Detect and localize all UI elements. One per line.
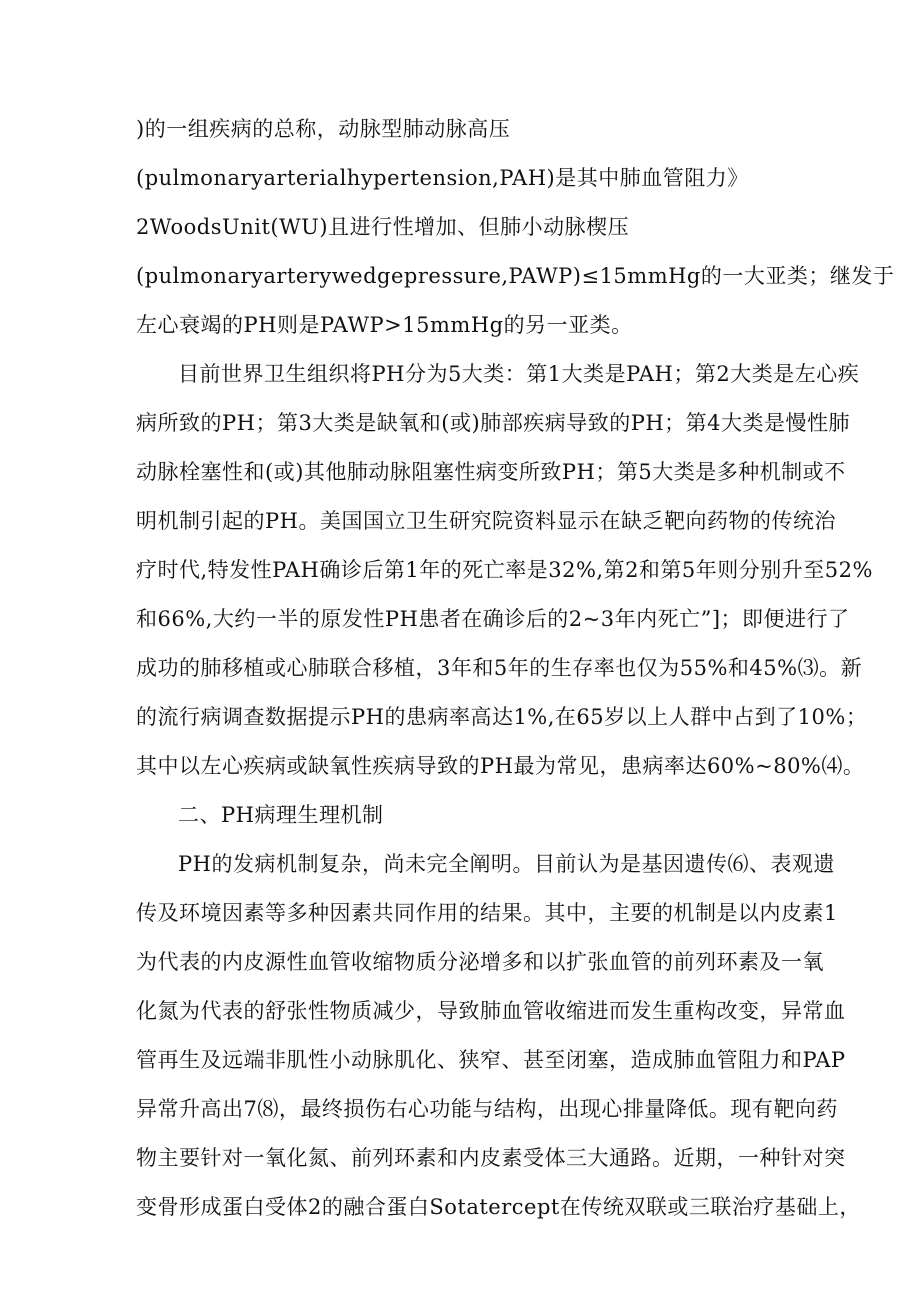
text-line: 化氮为代表的舒张性物质减少，导致肺血管收缩进而发生重构改变，异常血 bbox=[136, 999, 846, 1023]
text-line: 左心衰竭的PH则是PAWP>15mmHg的另一亚类。 bbox=[136, 313, 633, 337]
text-line: 成功的肺移植或心肺联合移植，3年和5年的生存率也仅为55%和45%⑶。新 bbox=[136, 656, 863, 680]
paragraph-first-line: PH的发病机制复杂，尚未完全阐明。目前认为是基因遗传⑹、表观遗 bbox=[178, 852, 835, 876]
text-line: 异常升高出7⑻，最终损伤右心功能与结构，出现心排量降低。现有靶向药 bbox=[136, 1097, 838, 1121]
text-line: 的流行病调查数据提示PH的患病率高达1%,在65岁以上人群中占到了10%； bbox=[136, 705, 868, 729]
text-line: (pulmonaryarterywedgepressure,PAWP)≤15mmHg的一大亚类；继发于 bbox=[136, 264, 895, 288]
text-line: 病所致的PH；第3大类是缺氧和(或)肺部疾病导致的PH；第4大类是慢性肺 bbox=[136, 411, 850, 435]
text-line: 物主要针对一氧化氮、前列环素和内皮素受体三大通路。近期，一种针对突 bbox=[136, 1146, 846, 1170]
text-line: 传及环境因素等多种因素共同作用的结果。其中，主要的机制是以内皮素1 bbox=[136, 901, 838, 925]
text-line: 明机制引起的PH。美国国立卫生研究院资料显示在缺乏靶向药物的传统治 bbox=[136, 509, 836, 533]
text-line: 和66%,大约一半的原发性PH患者在确诊后的2~3年内死亡”]；即便进行了 bbox=[136, 607, 850, 631]
text-line: 2WoodsUnit(WU)且进行性增加、但肺小动脉楔压 bbox=[136, 215, 630, 239]
text-line: 疗时代,特发性PAH确诊后第1年的死亡率是32%,第2和第5年则分别升至52% bbox=[136, 558, 873, 582]
paragraph-first-line: 目前世界卫生组织将PH分为5大类：第1大类是PAH；第2大类是左心疾 bbox=[178, 362, 860, 386]
text-line: 为代表的内皮源性血管收缩物质分泌增多和以扩张血管的前列环素及一氧 bbox=[136, 950, 824, 974]
text-line: (pulmonaryarterialhypertension,PAH)是其中肺血管阻力》 bbox=[136, 166, 749, 190]
text-line: 其中以左心疾病或缺氧性疾病导致的PH最为常见，患病率达60%~80%⑷。 bbox=[136, 754, 865, 778]
section-heading: 二、PH病理生理机制 bbox=[178, 803, 384, 827]
text-line: 管再生及远端非肌性小动脉肌化、狭窄、甚至闭塞，造成肺血管阻力和PAP bbox=[136, 1048, 846, 1072]
text-line: 变骨形成蛋白受体2的融合蛋白Sotatercept在传统双联或三联治疗基础上， bbox=[136, 1195, 861, 1219]
text-line: )的一组疾病的总称，动脉型肺动脉高压 bbox=[136, 117, 511, 141]
text-line: 动脉栓塞性和(或)其他肺动脉阻塞性病变所致PH；第5大类是多种机制或不 bbox=[136, 460, 846, 484]
